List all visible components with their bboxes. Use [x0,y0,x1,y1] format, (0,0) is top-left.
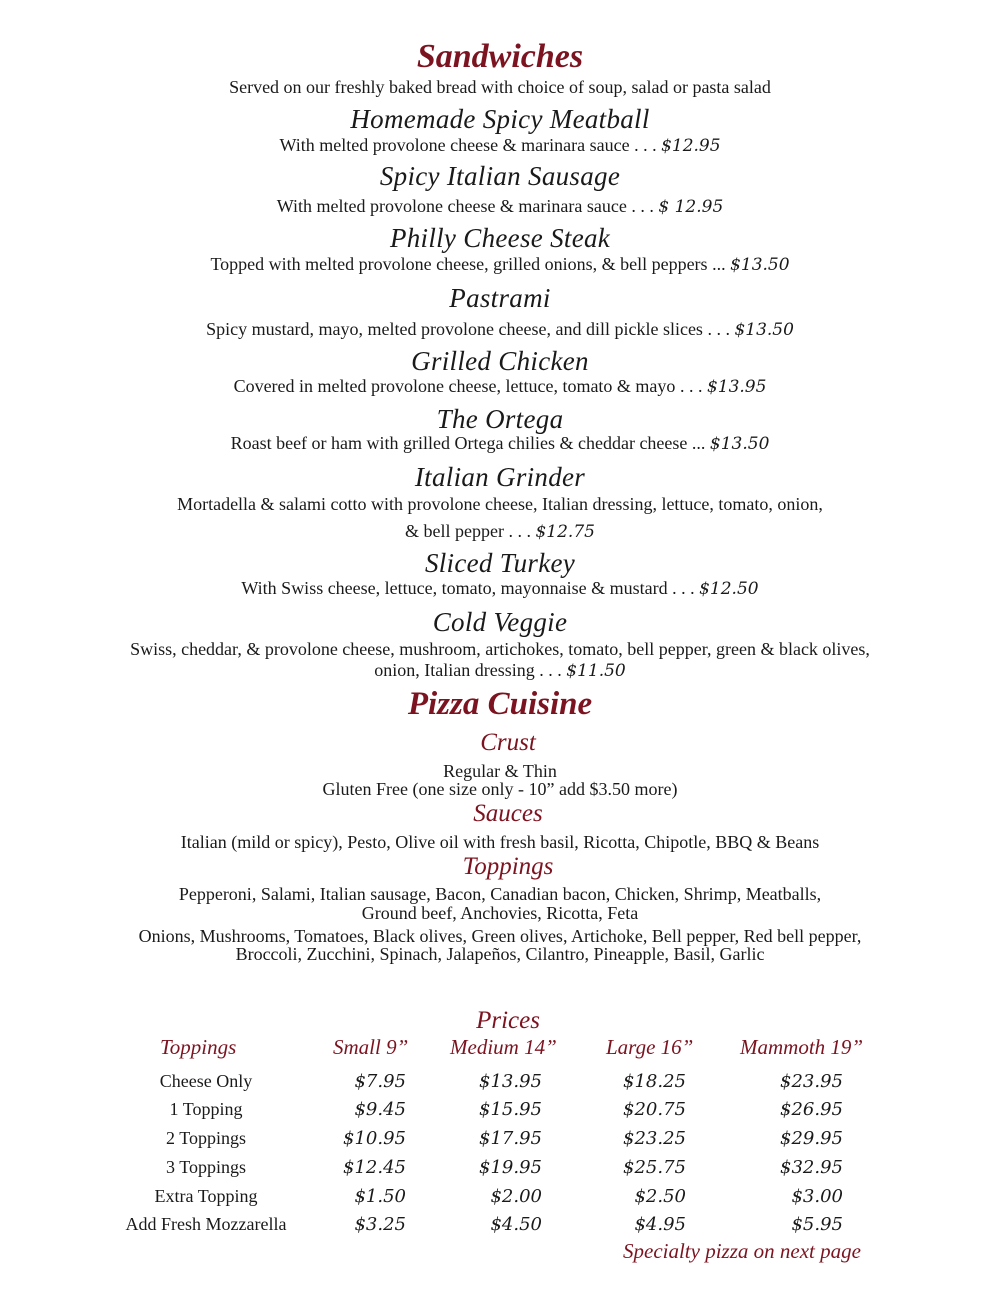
prices-title: Prices [476,1007,540,1034]
crust-line1: Regular & Thin [443,761,557,781]
price-mozz-medium: $4.50 [490,1214,542,1235]
item-name-sausage: Spicy Italian Sausage [379,161,621,191]
price-2top-large: $23.25 [623,1128,686,1149]
item-desc-veggie-line2: onion, Italian dressing . . . $11.50 [374,660,626,681]
item-name-meatball: Homemade Spicy Meatball [350,104,650,134]
sauces-line1: Italian (mild or spicy), Pesto, Olive oil with fresh basil, Ricotta, Chipotle, BBQ & Beans [180,832,820,852]
price-1top-large: $20.75 [623,1099,686,1120]
price-extra-large: $2.50 [634,1186,686,1207]
price-extra-small: $1.50 [354,1186,406,1207]
item-price-philly: $13.50 [730,255,790,275]
item-desc-turkey: With Swiss cheese, lettuce, tomato, mayonnaise & mustard . . . $12.50 [241,578,759,599]
price-2top-mammoth: $29.95 [780,1128,843,1149]
crust-line2: Gluten Free (one size only - 10” add $3.50 more) [322,779,678,799]
row-label-1-topping: 1 Topping [169,1099,243,1119]
price-3top-small: $12.45 [343,1157,406,1178]
price-mozz-mammoth: $5.95 [791,1214,843,1235]
price-3top-medium: $19.95 [479,1157,542,1178]
price-1top-mammoth: $26.95 [780,1099,843,1120]
item-desc-sausage: With melted provolone cheese & marinara sauce . . . $ 12.95 [276,196,724,217]
toppings-meat-line2: Ground beef, Anchovies, Ricotta, Feta [361,903,639,923]
header-small: Small 9” [333,1035,409,1059]
price-cheese-small: $7.95 [354,1071,406,1092]
sandwiches-intro: Served on our freshly baked bread with choice of soup, salad or pasta salad [229,77,771,97]
item-name-turkey: Sliced Turkey [424,548,576,578]
row-label-cheese-only: Cheese Only [159,1071,253,1091]
price-2top-medium: $17.95 [479,1128,542,1149]
crust-title: Crust [480,729,536,756]
price-2top-small: $10.95 [343,1128,406,1149]
item-name-philly: Philly Cheese Steak [389,223,611,253]
price-1top-small: $9.45 [354,1099,406,1120]
item-price-ortega: $13.50 [709,434,770,454]
item-price-meatball: $12.95 [661,136,721,156]
item-desc-veggie: Swiss, cheddar, & provolone cheese, mushroom, artichokes, tomato, bell pepper, green & black olives, [130,639,870,659]
row-label-extra-topping: Extra Topping [154,1186,258,1206]
item-desc-pastrami: Spicy mustard, mayo, melted provolone cheese, and dill pickle slices . . . $13.50 [206,319,794,340]
header-toppings: Toppings [160,1035,237,1059]
price-cheese-medium: $13.95 [479,1071,542,1092]
item-price-turkey: $12.50 [699,579,759,599]
price-mozz-small: $3.25 [354,1214,406,1235]
item-name-veggie: Cold Veggie [432,607,568,637]
toppings-veg-line1: Onions, Mushrooms, Tomatoes, Black olives, Green olives, Artichoke, Bell pepper, Red bell pepper, [138,926,862,946]
header-large: Large 16” [606,1035,694,1059]
item-desc-ortega: Roast beef or ham with grilled Ortega chilies & cheddar cheese ... $13.50 [230,433,770,454]
row-label-2-toppings: 2 Toppings [166,1128,246,1148]
item-name-ortega: The Ortega [436,404,564,434]
price-3top-large: $25.75 [623,1157,686,1178]
header-mammoth: Mammoth 19” [740,1035,864,1059]
price-cheese-mammoth: $23.95 [780,1071,843,1092]
item-name-pastrami: Pastrami [449,283,551,313]
item-desc-chicken: Covered in melted provolone cheese, lettuce, tomato & mayo . . . $13.95 [233,376,767,397]
price-1top-medium: $15.95 [479,1099,542,1120]
price-extra-medium: $2.00 [490,1186,542,1207]
price-mozz-large: $4.95 [634,1214,686,1235]
item-desc-grinder: Mortadella & salami cotto with provolone cheese, Italian dressing, lettuce, tomato, onion, [177,494,823,514]
price-3top-mammoth: $32.95 [780,1157,843,1178]
item-price-sausage: $ 12.95 [658,197,724,217]
item-price-pastrami: $13.50 [734,320,794,340]
price-cheese-large: $18.25 [623,1071,686,1092]
specialty-pizza-note: Specialty pizza on next page [623,1239,861,1263]
toppings-title: Toppings [462,853,554,880]
row-label-fresh-mozzarella: Add Fresh Mozzarella [125,1214,287,1234]
item-price-veggie: $11.50 [566,661,626,681]
sauces-title: Sauces [473,800,543,827]
item-desc-philly: Topped with melted provolone cheese, grilled onions, & bell peppers ... $13.50 [210,254,790,275]
item-desc-grinder-line2: & bell pepper . . . $12.75 [405,521,595,542]
header-medium: Medium 14” [450,1035,557,1059]
price-extra-mammoth: $3.00 [791,1186,843,1207]
toppings-veg-line2: Broccoli, Zucchini, Spinach, Jalapeños, Cilantro, Pineapple, Basil, Garlic [235,944,765,964]
item-price-grinder: $12.75 [535,522,595,542]
item-name-chicken: Grilled Chicken [411,346,589,376]
item-price-chicken: $13.95 [706,377,767,397]
sandwiches-title: Sandwiches [416,38,584,75]
pizza-title: Pizza Cuisine [407,686,593,722]
toppings-meat-line1: Pepperoni, Salami, Italian sausage, Bacon, Canadian bacon, Chicken, Shrimp, Meatballs, [178,884,822,904]
item-name-grinder: Italian Grinder [414,462,586,492]
item-desc-meatball: With melted provolone cheese & marinara sauce . . . $12.95 [279,135,721,156]
row-label-3-toppings: 3 Toppings [166,1157,246,1177]
